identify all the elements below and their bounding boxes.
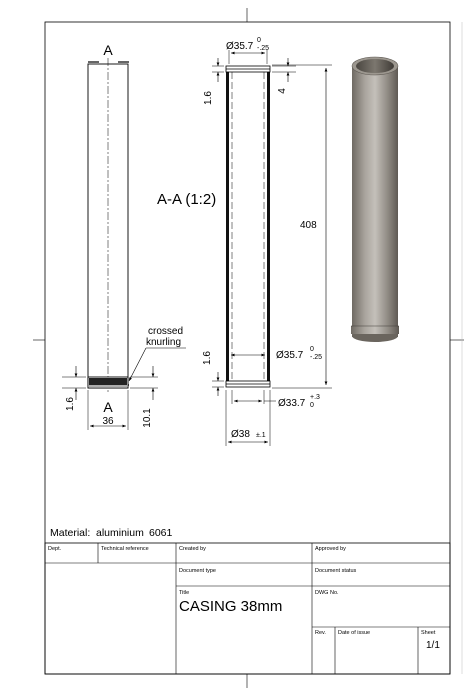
dim-length: 408 [300,220,317,231]
dept-label: Dept. [48,546,62,552]
sheet-value: 1/1 [426,640,440,651]
approved-by-label: Approved by [315,546,346,552]
title-label: Title [179,590,190,596]
doc-status-label: Document status [315,568,357,574]
section-label: A-A (1:2) [157,191,217,208]
dim-bottom-inner-tol-lower: -.25 [310,354,323,361]
section-mark-top: A [103,42,113,58]
dim-top-inner-tol-lower: -.25 [257,45,270,52]
sheet-label: Sheet [421,630,436,636]
doc-type-label: Document type [179,568,216,574]
material-value: aluminium [96,527,144,539]
dwg-label: DWG No. [315,590,339,596]
dim-top-depth: 4 [277,88,288,94]
dim-bottom-outer-tol-lower: 0 [310,402,314,409]
knurling-annotation-line2: knurling [146,337,182,348]
dim-outer-width: 36 [102,416,114,427]
dim-outer-dia: Ø38 [231,429,250,440]
knurling-annotation-line1: crossed [148,326,184,337]
dim-bottom-inner-tol-upper: 0 [310,346,314,353]
dim-top-wall: 1.6 [203,91,214,105]
material-note [50,527,173,539]
dim-wall-left: 1.6 [65,397,76,411]
cylinder-3d-view [351,57,399,342]
section-view [157,37,332,446]
drawing-title: CASING 38mm [179,598,283,615]
dim-top-inner-dia: Ø35.7 [226,41,254,52]
tech-ref-label: Technical reference [101,546,149,552]
dim-outer-dia-tol: ±.1 [256,432,266,439]
created-by-label: Created by [179,546,206,552]
title-block [45,543,450,674]
dim-bottom-inner-dia: Ø35.7 [276,350,304,361]
dim-bottom-outer-tol-upper: +.3 [310,394,320,401]
dim-top-inner-tol-upper: 0 [257,37,261,44]
side-view [62,42,186,430]
dim-bottom-wall: 1.6 [202,351,213,365]
section-mark-bottom: A [103,399,113,415]
date-label: Date of issue [338,630,371,636]
material-grade: 6061 [149,527,173,539]
dim-bottom-outer-dia: Ø33.7 [278,398,306,409]
dim-knurl-length: 10.1 [142,408,153,428]
rev-label: Rev. [315,630,326,636]
material-label: Material: [50,527,91,539]
